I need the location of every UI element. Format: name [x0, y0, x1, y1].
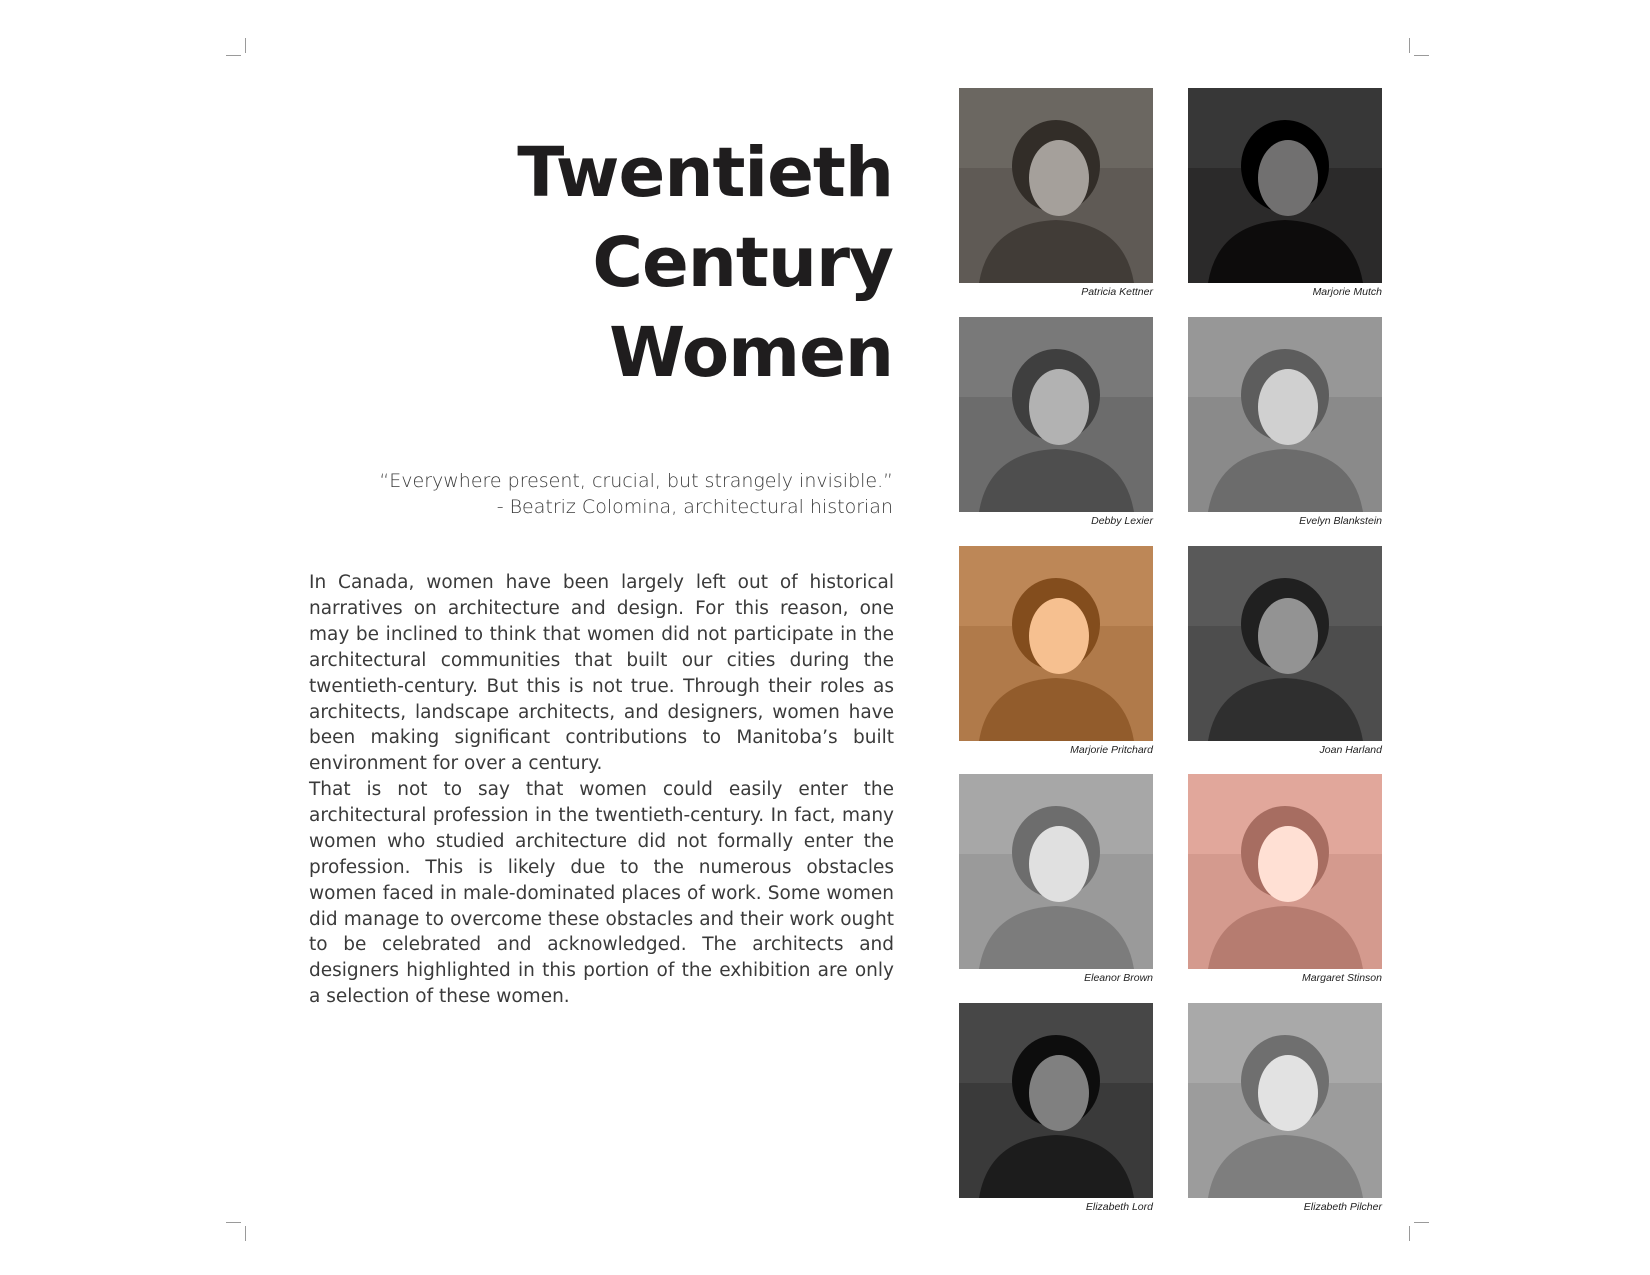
face-shape: [1258, 140, 1318, 216]
quote-text: “Everywhere present, crucial, but strangely invisible.”: [379, 470, 893, 492]
portrait-photo: [1188, 317, 1382, 512]
portrait-card: [959, 1003, 1153, 1214]
crop-mark-top-right-v: [1409, 38, 1410, 53]
portrait-caption: Patricia Kettner: [1081, 286, 1153, 298]
portrait-caption: Joan Harland: [1319, 744, 1382, 756]
portrait-image: [1188, 88, 1382, 283]
portrait-card: [1188, 317, 1382, 528]
portrait-caption: Elizabeth Pilcher: [1303, 1201, 1382, 1213]
crop-mark-top-left-v: [245, 38, 246, 53]
crop-mark-top-right-h: [1414, 55, 1429, 56]
portrait-image: [1188, 1003, 1382, 1198]
crop-mark-bottom-left-v: [245, 1226, 246, 1241]
portrait-photo: [1188, 774, 1382, 969]
face-shape: [1258, 1055, 1318, 1131]
crop-mark-bottom-left-h: [226, 1222, 241, 1223]
portrait-card: [959, 317, 1153, 528]
portrait-card: [959, 774, 1153, 985]
portrait-photo: [959, 1003, 1153, 1198]
portrait-photo: [959, 88, 1153, 283]
portrait-card: [1188, 774, 1382, 985]
portrait-caption: Eleanor Brown: [1084, 972, 1153, 984]
portrait-photo: [1188, 88, 1382, 283]
portrait-image: [1188, 317, 1382, 512]
portrait-card: [1188, 88, 1382, 299]
portrait-caption: Elizabeth Lord: [1085, 1201, 1153, 1213]
portrait-image: [959, 317, 1153, 512]
quote-attribution: - Beatriz Colomina, architectural historian: [496, 496, 893, 518]
portrait-card: [959, 546, 1153, 757]
face-shape: [1258, 598, 1318, 674]
face-shape: [1258, 826, 1318, 902]
face-shape: [1029, 826, 1089, 902]
portrait-caption: Marjorie Mutch: [1312, 286, 1382, 298]
portrait-photo: [959, 546, 1153, 741]
face-shape: [1029, 140, 1089, 216]
page-title: [517, 128, 893, 398]
portrait-photo: [959, 774, 1153, 969]
portrait-caption: Marjorie Pritchard: [1070, 744, 1153, 756]
portrait-caption: Debby Lexier: [1091, 515, 1153, 527]
crop-mark-bottom-right-h: [1414, 1222, 1429, 1223]
crop-mark-bottom-right-v: [1409, 1226, 1410, 1241]
portrait-caption: Margaret Stinson: [1302, 972, 1382, 984]
portrait-image: [959, 546, 1153, 741]
portrait-caption: Evelyn Blankstein: [1299, 515, 1382, 527]
portrait-image: [959, 1003, 1153, 1198]
body-paragraph-1: In Canada, women have been largely left out of historical narratives on architecture and design. For this reason, one may be inclined to think that women did not participate in the architectural communities that built our cities during the twentieth-century. But this is not true. Through their roles as architects, landscape architects, and designers, women have been making significant contributions to Manitoba’s built environment for over a century.: [309, 572, 894, 775]
portrait-card: [1188, 1003, 1382, 1214]
face-shape: [1029, 1055, 1089, 1131]
portrait-image: [959, 774, 1153, 969]
portrait-image: [1188, 546, 1382, 741]
epigraph-quote: [379, 468, 893, 520]
portrait-photo: [1188, 1003, 1382, 1198]
title-line-2: Century: [592, 223, 893, 303]
portrait-photo: [959, 317, 1153, 512]
crop-mark-top-left-h: [226, 55, 241, 56]
portrait-photo: [1188, 546, 1382, 741]
face-shape: [1258, 369, 1318, 445]
portrait-card: [1188, 546, 1382, 757]
portrait-image: [1188, 774, 1382, 969]
title-line-1: Twentieth: [517, 133, 893, 213]
body-paragraph-2: That is not to say that women could easily enter the architectural profession in the twentieth-century. In fact, many women who studied architecture did not formally enter the profession. This is likely due to the numerous obstacles women faced in male-dominated places of work. Some women did manage to overcome these obstacles and their work ought to be celebrated and acknowledged. The architects and designers highlighted in this portion of the exhibition are only a selection of these women.: [309, 779, 894, 1008]
face-shape: [1029, 369, 1089, 445]
portrait-card: [959, 88, 1153, 299]
title-line-3: Women: [609, 313, 893, 393]
portrait-image: [959, 88, 1153, 283]
face-shape: [1029, 598, 1089, 674]
